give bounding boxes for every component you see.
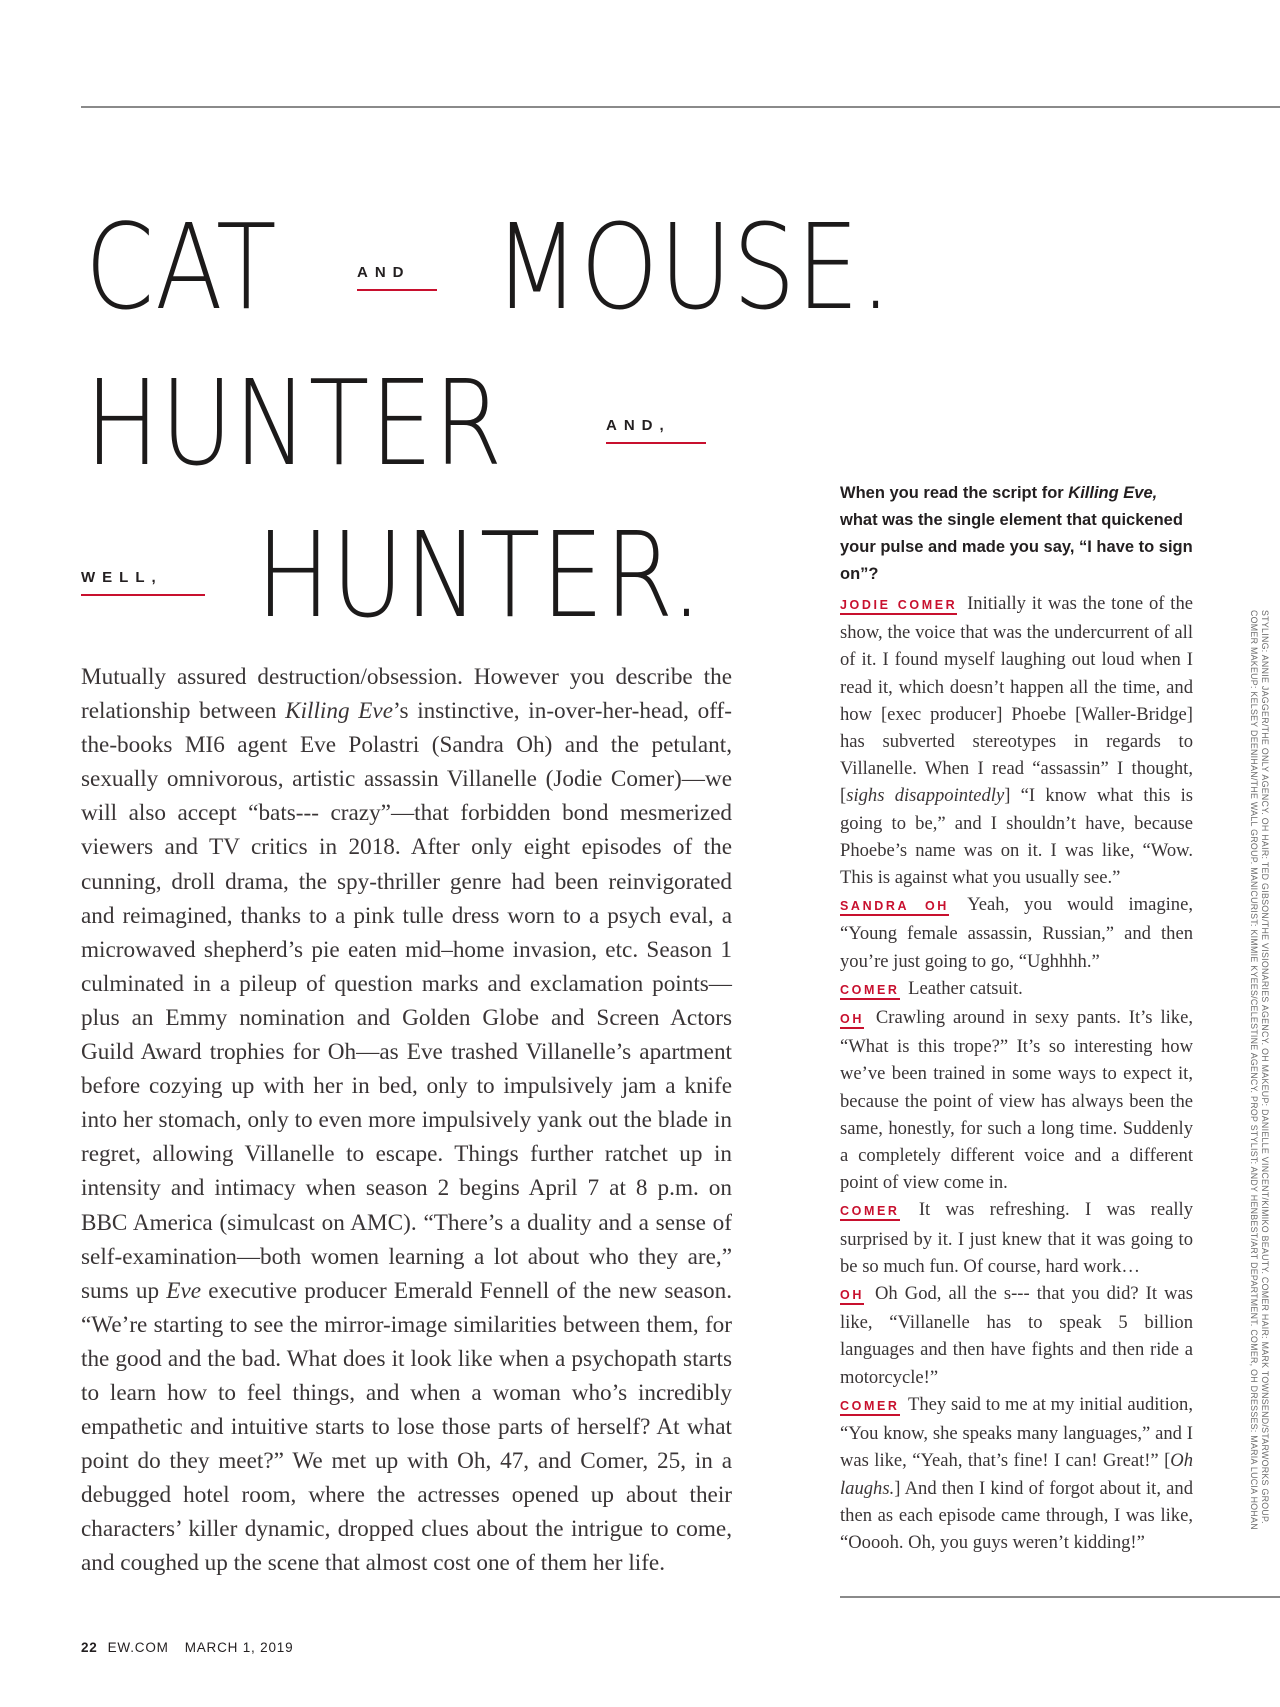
question-text: When you read the script for xyxy=(840,484,1069,502)
bottom-rule xyxy=(840,1596,1280,1598)
question-show-title: Killing Eve, xyxy=(1068,484,1158,502)
speaker-label: COMER xyxy=(840,1204,900,1221)
speaker-label: JODIE COMER xyxy=(840,598,957,615)
credits-line-1: STYLING: ANNIE JAGGER/THE ONLY AGENCY. OH HAIR: TED GIBSON/THE VISIONARIES AGENCY. OH MAKEUP: DANIELLE VINCENT/KIMIKO BEAUTY. COMER HAIR: MARK TOWNSEND/STARWORKS GROUP. xyxy=(1260,610,1270,1524)
footer-site: EW.COM xyxy=(107,1640,169,1655)
headline-mouse: MOUSE. xyxy=(494,198,893,336)
answer-oh-1 xyxy=(840,891,1193,975)
qa-column xyxy=(840,480,1193,1556)
photo-credits xyxy=(1249,610,1270,1560)
answer-text: Yeah, you would imagine, “Young female assassin, Russian,” and then you’re just going to go, “Ughhhh.” xyxy=(840,894,1193,972)
stage-direction: sighs disappointedly xyxy=(846,785,1005,807)
and-underline-1 xyxy=(357,289,437,291)
headline-and-2: AND, xyxy=(606,417,671,434)
footer-date: MARCH 1, 2019 xyxy=(184,1640,294,1655)
show-title: Killing Eve xyxy=(285,698,394,725)
speaker-label: SANDRA OH xyxy=(840,899,949,916)
answer-comer-2 xyxy=(840,975,1193,1004)
answer-comer-4 xyxy=(840,1391,1193,1556)
credits-line-2: COMER MAKEUP: KELSEY DEENIHAN/THE WALL GROUP. MANICURIST: KIMMIE KYEES/CELESTINE AGENCY. PROP STYLIST: ANDY HENBEST/ART DEPARTMENT. COMER, OH DRESSES: MARIA LUCIA HOHAN xyxy=(1249,610,1259,1530)
answer-comer-1 xyxy=(840,590,1193,891)
and-underline-2 xyxy=(606,442,706,444)
answer-text: It was refreshing. I was really surprised by it. I just knew that it was going to be so much fun. Of course, hard work… xyxy=(840,1199,1193,1277)
answer-oh-2 xyxy=(840,1004,1193,1196)
answer-text: ] “I know what this is going to be,” and I shouldn’t have, because Phoebe’s name was on it. I was like, “Wow. This is against what you usually see.” xyxy=(840,785,1193,889)
speaker-label: COMER xyxy=(840,1399,900,1416)
show-title-short: Eve xyxy=(166,1277,202,1304)
speaker-label: OH xyxy=(840,1288,864,1305)
speaker-label: COMER xyxy=(840,983,900,1000)
answer-comer-3 xyxy=(840,1196,1193,1280)
stage-direction: Oh laughs. xyxy=(840,1450,1193,1499)
headline-and-1: AND xyxy=(357,264,411,281)
intro-paragraph xyxy=(81,660,732,1581)
answer-text: Oh God, all the s--- that you did? It was like, “Villanelle has to speak 5 billion languages and then have fights and then ride a motorcycle!” xyxy=(840,1283,1193,1388)
answer-text: ] And then I kind of forgot about it, and then as each episode came through, I was like, “Ooooh. Oh, you guys weren’t kidding!” xyxy=(840,1477,1193,1553)
answer-text: Crawling around in sexy pants. It’s like, “What is this trope?” It’s so interesting how we’ve been trained in some ways to expect it, because the point of view has always been the same, honestly, for such a long time. Suddenly a completely different voice and a different point of view come in. xyxy=(840,1007,1193,1194)
interview-question xyxy=(840,480,1193,588)
question-text: what was the single element that quickened your pulse and made you say, “I have to sign on”? xyxy=(840,511,1193,583)
answer-oh-3 xyxy=(840,1280,1193,1391)
headline-cat: CAT xyxy=(85,198,278,336)
answer-text: They said to me at my initial audition, “You know, she speaks many languages,” and I was like, “Yeah, that’s fine! I can! Great!” [ xyxy=(840,1393,1193,1472)
top-rule xyxy=(81,106,1280,108)
answer-text: Initially it was the tone of the show, the voice that was the undercurrent of all of it. I found myself laughing out loud when I read it, which doesn’t happen all the time, and how [exec producer] Phoebe [Waller-Bridge] has subverted stereotypes in regards to Villanelle. When I read “assassin” I thought, [ xyxy=(840,593,1193,807)
well-underline xyxy=(81,594,205,596)
speaker-label: OH xyxy=(840,1012,864,1029)
page-number: 22 xyxy=(81,1640,98,1655)
headline-well: WELL, xyxy=(81,569,163,586)
intro-text: Mutually assured destruction/obsession. However you describe the relationship between xyxy=(81,664,732,725)
headline-hunter-1: HUNTER xyxy=(85,354,504,492)
answer-text: Leather catsuit. xyxy=(903,977,1023,999)
page-footer xyxy=(81,1640,293,1655)
intro-text: ’s instinctive, in-over-her-head, off-the-books MI6 agent Eve Polastri (Sandra Oh) and the petulant, sexually omnivorous, artistic assassin Villanelle (Jodie Comer)—we will also accept “bats--- crazy”—that forbidden bond mesmerized viewers and TV critics in 2018. After only eight episodes of the cunning, droll drama, the spy-thriller genre had been reinvigorated and reimagined, thanks to a pink tulle dress worn to a psych eval, a microwaved shepherd’s pie eaten mid–home invasion, etc. Season 1 culminated in a pileup of question marks and exclamation points—plus an Emmy nomination and Golden Globe and Screen Actors Guild Award trophies for Oh—as Eve trashed Villanelle’s apartment before cozying up with her in bed, only to impulsively jam a knife into her stomach, only to even more impulsively yank out the blade in regret, allowing Villanelle to escape. Things further ratchet up in intensity and intimacy when season 2 begins April 7 at 8 p.m. on BBC America (simulcast on AMC). “There’s a duality and a sense of self-examination—both women learning a lot about who they are,” sums up xyxy=(81,698,732,1304)
headline-hunter-2: HUNTER. xyxy=(256,506,704,644)
intro-text: executive producer Emerald Fennell of the new season. “We’re starting to see the mirror-image similarities between them, for the good and the bad. What does it look like when a psychopath starts to learn how to feel things, and when a woman who’s incredibly empathetic and intuitive starts to lose those parts of herself? At what point do they meet?” We met up with Oh, 47, and Comer, 25, in a debugged hotel room, where the actresses opened up about their characters’ killer dynamic, dropped clues about the intrigue to come, and coughed up the scene that almost cost one of them her life. xyxy=(81,1277,732,1577)
